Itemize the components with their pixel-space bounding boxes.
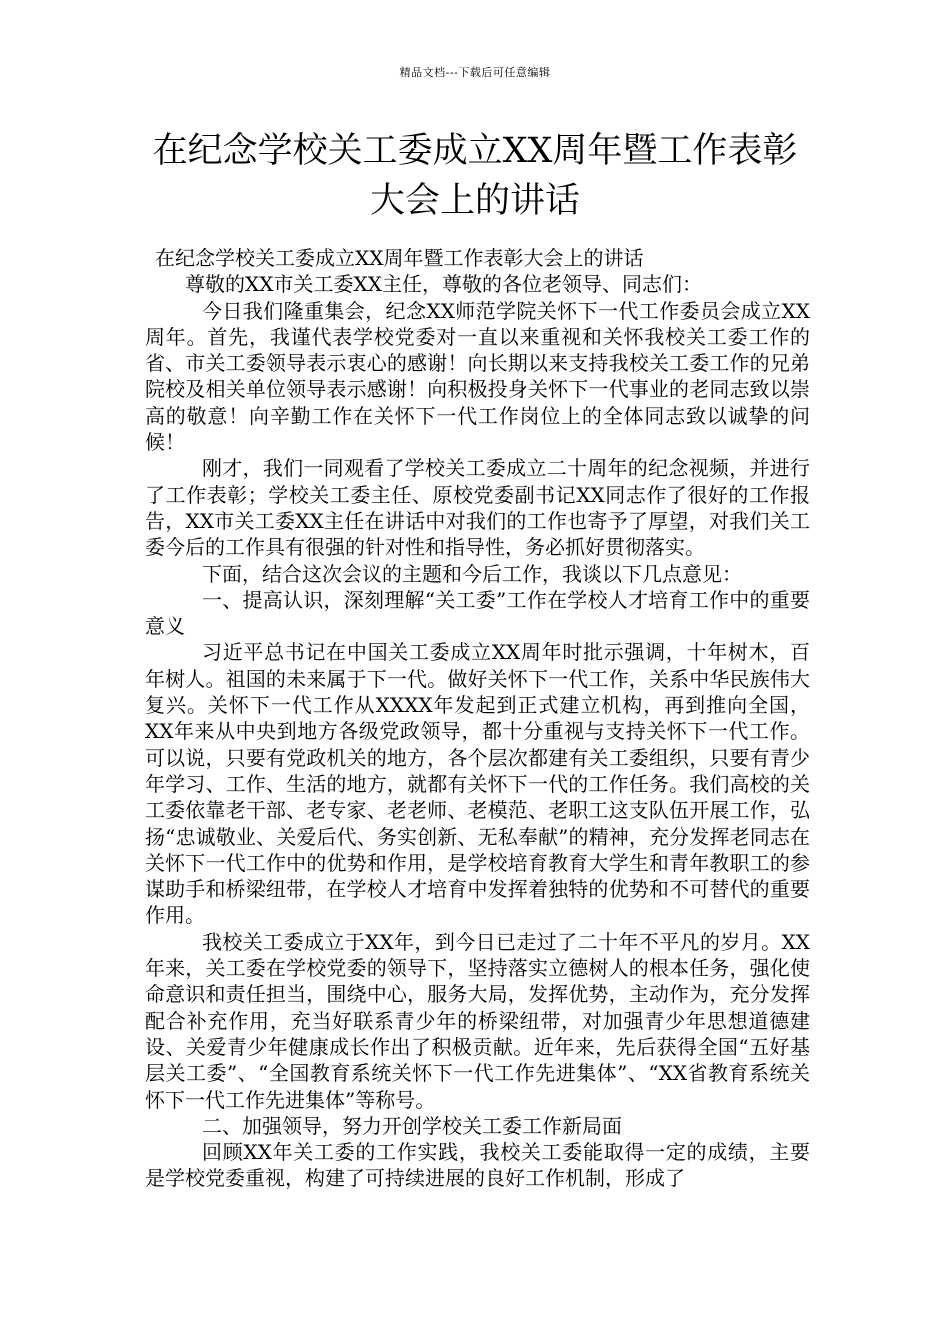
section-heading: 二、加强领导，努力开创学校关工委工作新局面 bbox=[202, 1113, 622, 1138]
body-paragraph: 今日我们隆重集会，纪念XX师范学院关怀下一代工作委员会成立XX周年。首先，我谨代表学校党委对一直以来重视和关怀我校关工委工作的省、市关工委领导表示衷心的感谢！向长期以来支持我校关工委工作的兄弟院校及相关单位领导表示感谢！向积极投身关怀下一代事业的老同志致以崇高的敬意！向辛勤工作在关怀下一代工作岗位上的全体同志致以诚挚的问候！ bbox=[145, 298, 810, 455]
body-paragraph: 习近平总书记在中国关工委成立XX周年时批示强调，十年树木，百年树人。祖国的未来属于下一代。做好关怀下一代工作，关系中华民族伟大复兴。关怀下一代工作从XXXX年发起到正式建立机构，再到推向全国，XX年来从中央到地方各级党政领导，都十分重视与支持关怀下一代工作。可以说，只要有党政机关的地方，各个层次都建有关工委组织，只要有青少年学习、工作、生活的地方，就都有关怀下一代的工作任务。我们高校的关工委依靠老干部、老专家、老老师、老模范、老职工这支队伍开展工作，弘扬“忠诚敬业、关爱后代、务实创新、无私奉献”的精神，充分发挥老同志在关怀下一代工作中的优势和作用，是学校培育教育大学生和青年教职工的参谋助手和桥梁纽带，在学校人才培育中发挥着独特的优势和不可替代的重要作用。 bbox=[145, 640, 810, 928]
body-paragraph: 我校关工委成立于XX年，到今日已走过了二十年不平凡的岁月。XX年来，关工委在学校党委的领导下，坚持落实立德树人的根本任务，强化使命意识和责任担当，围绕中心，服务大局，发挥优势，主动作为，充分发挥配合补充作用，充当好联系青少年的桥梁纽带，对加强青少年思想道德建设、关爱青少年健康成长作出了积极贡献。近年来，先后获得全国“五好基层关工委”、“全国教育系统关怀下一代工作先进集体”、“XX省教育系统关怀下一代工作先进集体”等称号。 bbox=[145, 929, 810, 1112]
document-body bbox=[145, 245, 810, 1192]
body-paragraph: 下面，结合这次会议的主题和今后工作，我谈以下几点意见： bbox=[202, 561, 742, 586]
subtitle-paragraph: 在纪念学校关工委成立XX周年暨工作表彰大会上的讲话 bbox=[155, 246, 644, 270]
salutation-paragraph: 尊敬的XX市关工委XX主任，尊敬的各位老领导、同志们： bbox=[185, 272, 702, 297]
document-title: 在纪念学校关工委成立XX周年暨工作表彰大会上的讲话 bbox=[152, 131, 798, 221]
section-heading: 一、提高认识，深刻理解“关工委”工作在学校人才培育工作中的重要意义 bbox=[145, 587, 810, 639]
body-paragraph: 刚才，我们一同观看了学校关工委成立二十周年的纪念视频，并进行了工作表彰；学校关工委主任、原校党委副书记XX同志作了很好的工作报告，XX市关工委XX主任在讲话中对我们的工作也寄予了厚望，对我们关工委今后的工作具有很强的针对性和指导性，务必抓好贯彻落实。 bbox=[145, 456, 810, 560]
body-paragraph: 回顾XX年关工委的工作实践，我校关工委能取得一定的成绩，主要是学校党委重视，构建了可持续进展的良好工作机制，形成了 bbox=[145, 1140, 810, 1191]
page-header: 精品文档---下载后可任意编辑 bbox=[399, 66, 551, 79]
